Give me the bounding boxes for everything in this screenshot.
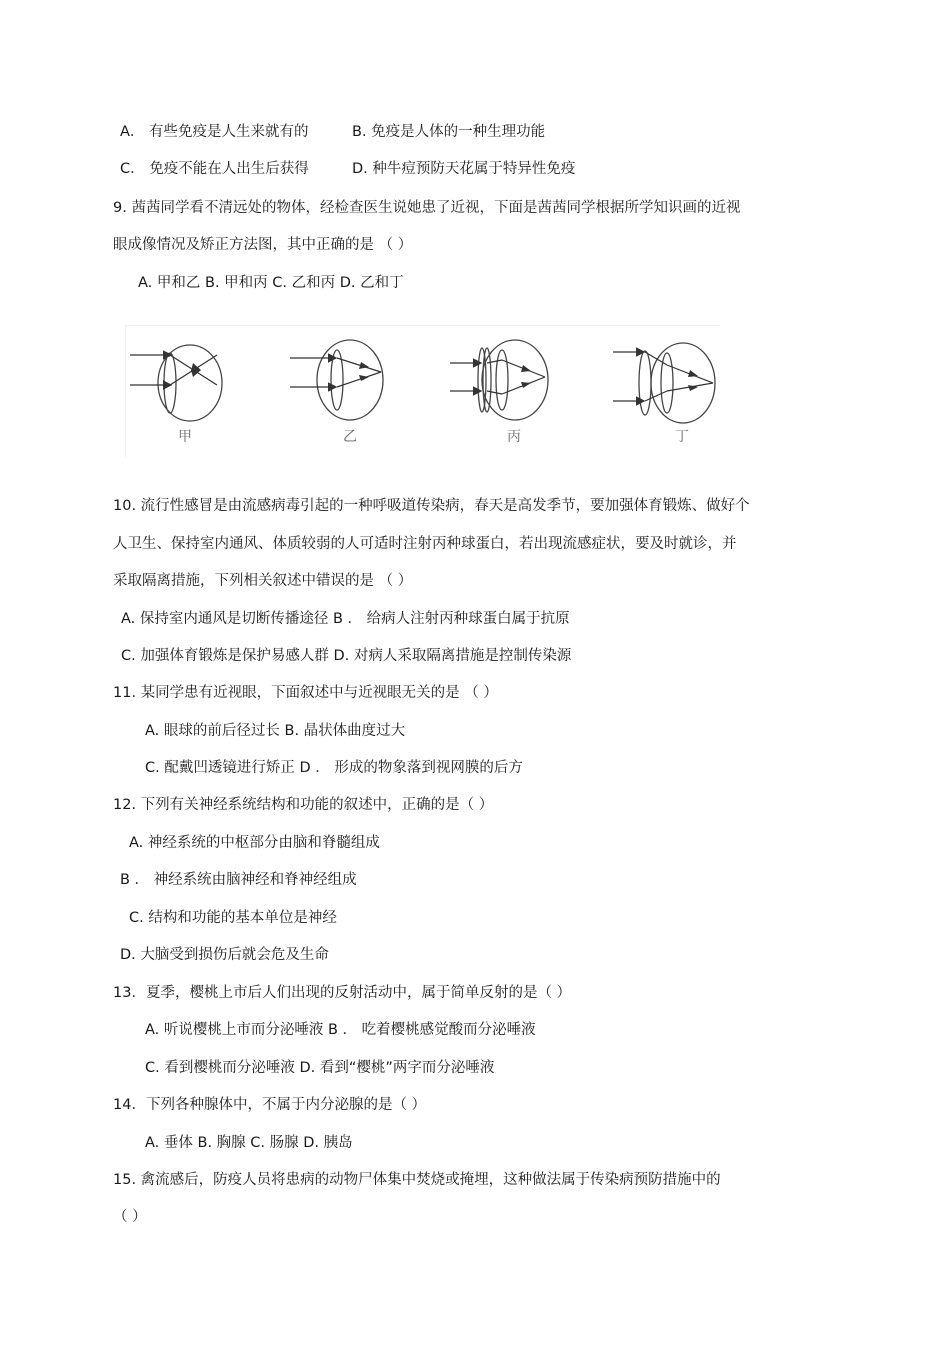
- q12-stem: 12. 下列有关神经系统结构和功能的叙述中，正确的是（ ）: [113, 797, 494, 813]
- q10-options-ab: A. 保持室内通风是切断传播途径 B ． 给病人注射丙种球蛋白属于抗原: [121, 611, 570, 627]
- q13-options-cd: C. 看到樱桃而分泌唾液 D. 看到“樱桃”两字而分泌唾液: [145, 1060, 495, 1076]
- q8-option-c: C． 免疫不能在人出生后获得: [120, 161, 309, 177]
- q11-stem: 11. 某同学患有近视眼，下面叙述中与近视眼无关的是 （ ）: [113, 685, 498, 701]
- q15-stem-line2: （ ）: [113, 1209, 147, 1225]
- q9-options: A. 甲和乙 B. 甲和丙 C. 乙和丙 D. 乙和丁: [138, 275, 404, 291]
- q13-stem: 13．夏季，樱桃上市后人们出现的反射活动中，属于简单反射的是（ ）: [113, 985, 572, 1001]
- q10-stem-line3: 采取隔离措施，下列相关叙述中错误的是 （ ）: [113, 573, 413, 589]
- eye-diagram-ding: [613, 343, 715, 445]
- q14-stem: 14．下列各种腺体中，不属于内分泌腺的是（ ）: [113, 1097, 427, 1113]
- q8-option-b: B. 免疫是人体的一种生理功能: [352, 124, 546, 140]
- eye-diagram-bing: [450, 340, 548, 445]
- q10-options-cd: C. 加强体育锻炼是保护易感人群 D. 对病人采取隔离措施是控制传染源: [121, 648, 572, 664]
- q11-options-ab: A. 眼球的前后径过长 B. 晶状体曲度过大: [145, 723, 406, 739]
- q8-option-a: A． 有些免疫是人生来就有的: [120, 124, 309, 140]
- figure-label-ding: 丁: [675, 429, 689, 445]
- q12-option-b: B ． 神经系统由脑神经和脊神经组成: [120, 872, 357, 888]
- q12-option-c: C. 结构和功能的基本单位是神经: [129, 910, 337, 926]
- q14-options: A. 垂体 B. 胸腺 C. 肠腺 D. 胰岛: [145, 1135, 353, 1151]
- eye-diagram-jia: [130, 345, 222, 445]
- eye-diagram-figure: [125, 325, 720, 457]
- eye-diagram-yi: [290, 340, 383, 445]
- figure-label-yi: 乙: [343, 429, 357, 445]
- q13-options-ab: A. 听说樱桃上市而分泌唾液 B ． 吃着樱桃感觉酸而分泌唾液: [145, 1022, 536, 1038]
- q10-stem-line1: 10. 流行性感冒是由流感病毒引起的一种呼吸道传染病，春天是高发季节，要加强体育锻炼、做好个: [113, 498, 750, 514]
- q15-stem-line1: 15. 禽流感后，防疫人员将患病的动物尸体集中焚烧或掩埋，这种做法属于传染病预防措施中的: [113, 1172, 721, 1188]
- q12-option-a: A. 神经系统的中枢部分由脑和脊髓组成: [129, 835, 380, 851]
- figure-label-bing: 丙: [507, 429, 521, 445]
- q12-option-d: D. 大脑受到损伤后就会危及生命: [120, 947, 329, 963]
- q9-stem-line2: 眼成像情况及矫正方法图，其中正确的是 （ ）: [113, 237, 413, 253]
- q11-options-cd: C. 配戴凹透镜进行矫正 D ． 形成的物象落到视网膜的后方: [145, 760, 523, 776]
- q8-option-d: D. 种牛痘预防天花属于特异性免疫: [352, 161, 576, 177]
- figure-label-jia: 甲: [178, 429, 192, 445]
- q9-stem-line1: 9. 茜茜同学看不清远处的物体，经检查医生说她患了近视，下面是茜茜同学根据所学知识画的近视: [113, 200, 741, 216]
- q10-stem-line2: 人卫生、保持室内通风、体质较弱的人可适时注射丙种球蛋白，若出现流感症状，要及时就诊，并: [113, 536, 737, 552]
